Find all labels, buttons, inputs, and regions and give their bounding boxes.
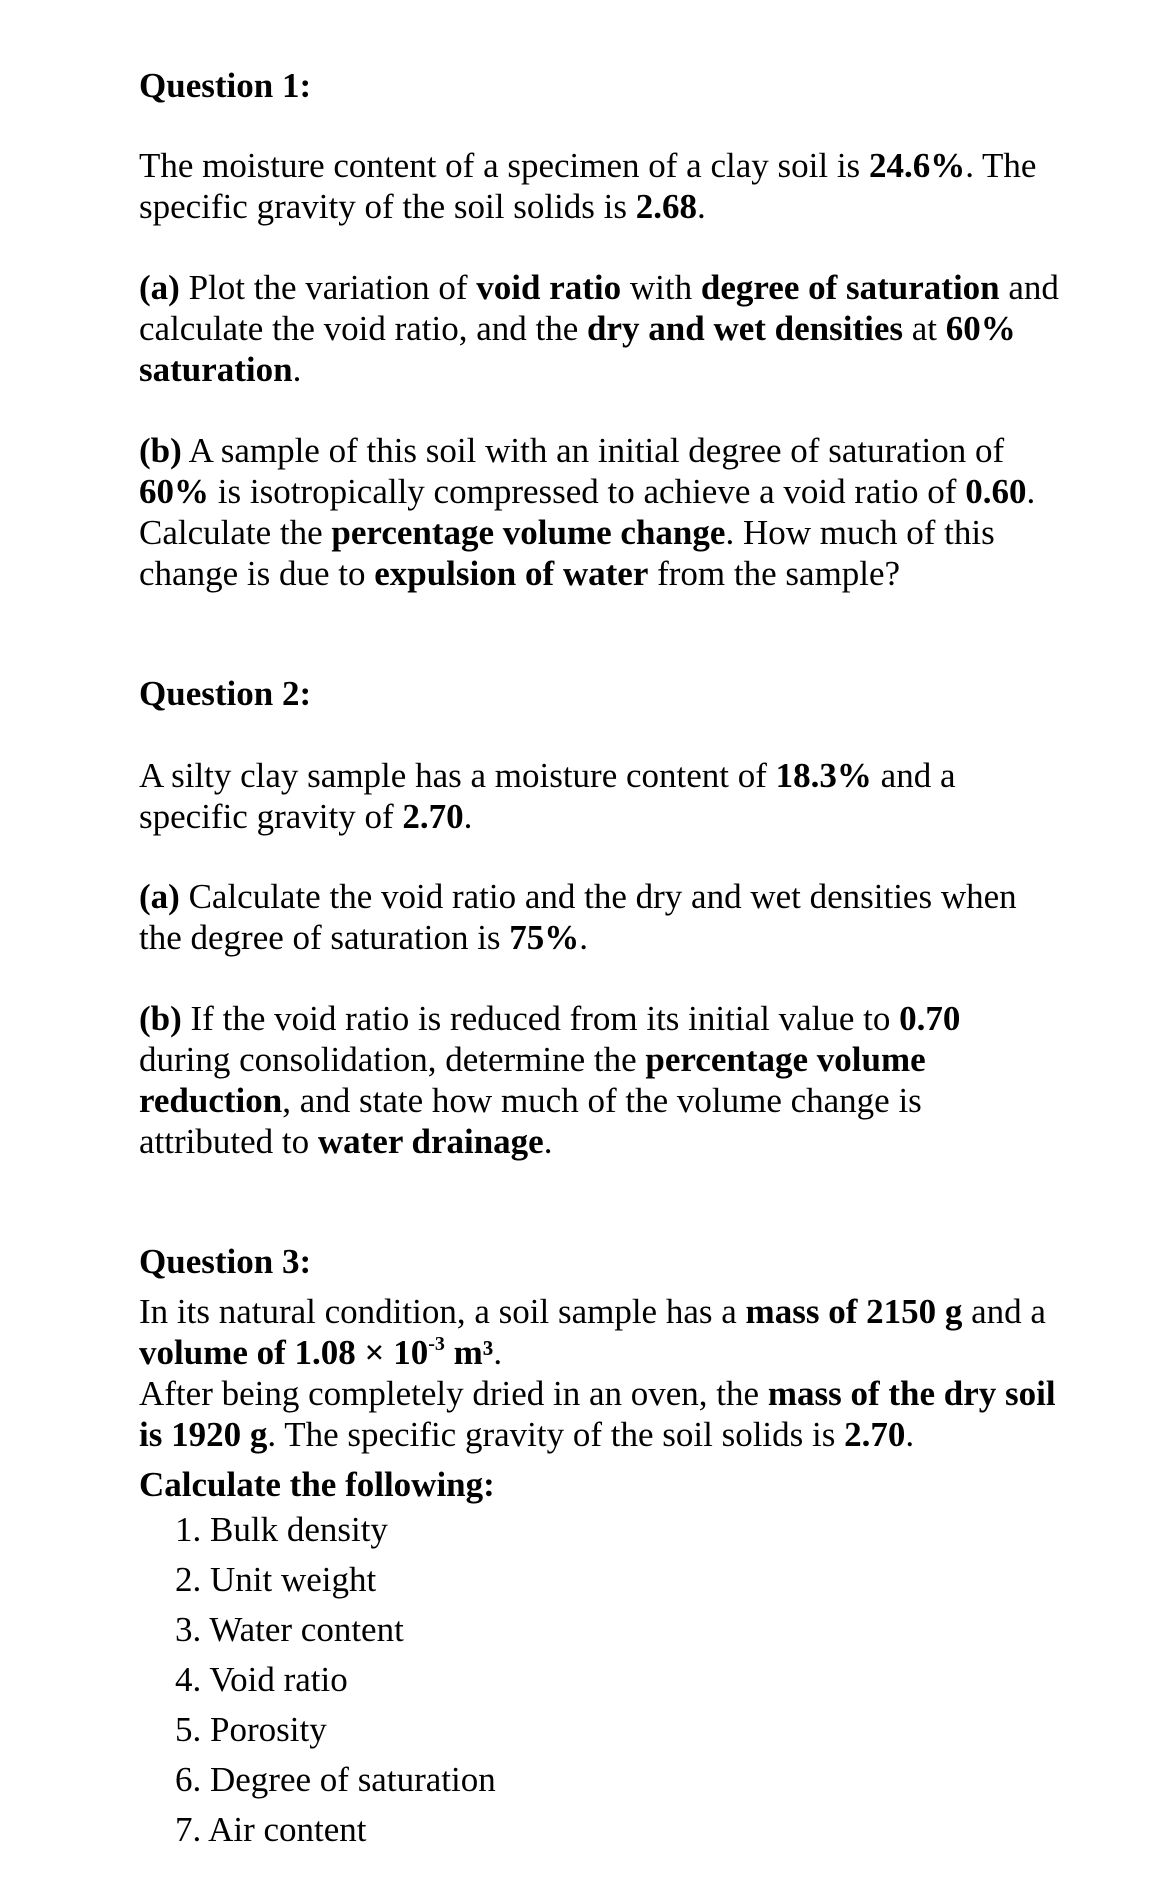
question-2-heading: Question 2: (139, 674, 312, 713)
question-1-part-a: (a) Plot the variation of void ratio with degree of saturation and calculate the void ratio, and the dry and wet densities at 60% saturation. (139, 268, 1059, 389)
question-2-part-b: (b) If the void ratio is reduced from its initial value to 0.70 during consolidation, determine the percentage volume reduction, and state how much of the volume change is attributed to water drainage. (139, 999, 961, 1161)
question-3-dry-mass: After being completely dried in an oven, the mass of the dry soil is 1920 g. The specific gravity of the soil solids is 2.70. (139, 1374, 1056, 1454)
question-2-intro: A silty clay sample has a moisture content of 18.3% and a specific gravity of 2.70. (139, 756, 956, 836)
list-item: 7. Air content (175, 1810, 367, 1849)
question-3-intro: In its natural condition, a soil sample has a mass of 2150 g and a volume of $1.08 \times 10^{-3}$ m³. (139, 1292, 1046, 1372)
list-item: 1. Bulk density (175, 1510, 388, 1549)
question-1-intro: The moisture content of a specimen of a clay soil is 24.6%. The specific gravity of the soil solids is 2.68. (139, 146, 1037, 226)
calculate-heading: Calculate the following: (139, 1465, 495, 1504)
list-item: 6. Degree of saturation (175, 1760, 496, 1799)
calculation-list (175, 1505, 496, 1855)
list-item: 4. Void ratio (175, 1660, 348, 1699)
list-item: 3. Water content (175, 1610, 404, 1649)
question-1-part-b: (b) A sample of this soil with an initial degree of saturation of 60% is isotropically compressed to achieve a void ratio of 0.60. Calculate the percentage volume change. How much of this change is due to expulsion of water from the sample? (139, 431, 1036, 593)
list-item: 5. Porosity (175, 1710, 327, 1749)
question-3-heading: Question 3: (139, 1242, 312, 1281)
question-2-part-a: (a) Calculate the void ratio and the dry and wet densities when the degree of saturation is 75%. (139, 877, 1017, 957)
list-item: 2. Unit weight (175, 1560, 377, 1599)
question-1-heading: Question 1: (139, 66, 312, 105)
